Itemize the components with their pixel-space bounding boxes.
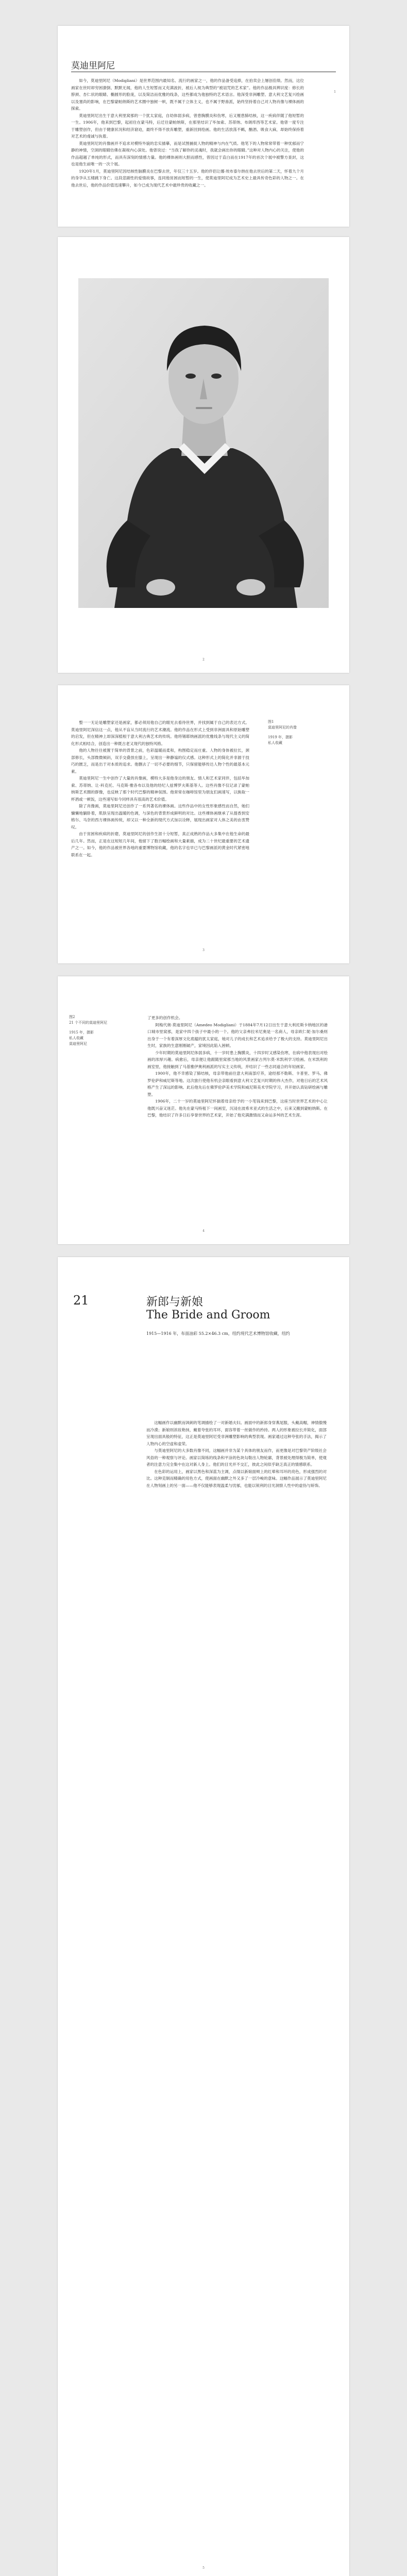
paragraph: 了更多的创作机会。 — [147, 1015, 183, 1020]
book-page-5 — [58, 1257, 349, 2576]
main-text — [71, 719, 249, 858]
paragraph: 他的人物往往被置于简单的背景之前，色彩温暖而柔和，构图稳定而庄重。人物的身体被拉长，颈部修长，头部微微倾斜，双手交叠放在膝上，呈现出一种静谧的仪式感。这种形式上的简化并非源于技巧的匮乏，而是出于对本质的追求。他删去了一切不必要的细节，只保留能够传达人物个性的最基本元素。 — [71, 748, 249, 774]
book-page-2 — [58, 237, 349, 673]
caption-collection: 私人收藏 — [268, 741, 282, 745]
book-page-3 — [58, 685, 349, 963]
paragraph: 阿梅代奥·莫迪里阿尼（Amedeo Modigliani）于1884年7月12日出生于意大利托斯卡纳地区的港口城市里窝那，是家中四个孩子中最小的一个。他的父亲弗拉米尼奥是一名商人，母亲欧仁妮·加尔桑则出身于一个有着深厚文化底蕴的犹太家庭，她对儿子的成长和艺术追求给予了极大的支持。莫迪里阿尼出生时，家族的生意刚刚破产，家境因此陷入困顿。 — [147, 1022, 328, 1048]
chapter-title: 莫迪里阿尼 — [71, 61, 115, 71]
page-number: 3 — [202, 948, 205, 952]
portrait-photo-image — [78, 278, 329, 608]
plate-number: 21 — [73, 1293, 89, 1308]
paragraph: 莫迪里阿尼出生于意大利里窝那的一个犹太家庭，自幼体弱多病，曾患胸膜炎和伤寒，后又罹患肺结核，这一疾病伴随了他短暂的一生。1906年，他来到巴黎，起初住在蒙马特，后迁往蒙帕纳斯，在那里结识了毕加索、苏蒂纳、布朗库西等艺术家。他曾一度专注于雕塑创作，但由于健康状况和经济窘迫，最终不得不放弃雕塑，重新回到绘画。他的生活放荡不羁，酗酒、吸食大麻，却始终保持着对艺术的虔诚与执着。 — [71, 113, 304, 139]
caption-artist: 莫迪里阿尼 — [69, 1042, 87, 1046]
main-text — [147, 1014, 328, 1119]
page-number: 4 — [202, 1229, 205, 1233]
caption-collection: 私人收藏 — [69, 1036, 83, 1040]
plate-commentary — [146, 1419, 327, 1489]
paragraph: 除了肖像画，莫迪里阿尼还创作了一系列著名的裸体画。这些作品中的女性形象感性而自然，她们慵懒地躺卧着，肌肤呈现出温暖的色调，与深色的背景形成鲜明的对比。这些裸体画继承了从提香到安格尔、马奈的西方裸体画传统，却又以一种全新的现代方式加以诠释，展现出画家对人体之美的由衷赞叹。 — [71, 804, 249, 829]
paragraph: 整一一无论是雕塑家还是画家，都必须用他自己的眼光去看待世界，并找到属于自己的表达方式。莫迪里阿尼深信这一点，他从不盲从当时流行的艺术潮流。他的作品在形式上受到非洲面具和原始雕塑的启发，但在精神上却深深植根于意大利古典艺术的传统。他将锡耶纳画派的优雅线条与现代主义的简化形式相结合，创造出一种既古老又现代的独特风格。 — [71, 720, 249, 746]
caption-figure-number: 图2 — [69, 1015, 75, 1019]
paragraph: 如今，莫迪里阿尼（Modigliani）是世界范围内最知名、流行的画家之一，他的作品备受追捧，在拍卖会上屡创佳绩。然而，这位画家在世时却穷困潦倒、默默无闻，他的人生短暂而又充满波折，被后人视为典型的“被诅咒的艺术家”。他的作品极具辨识度：修长的脖颈、杏仁状的眼睛、椭圆形的脸庞，以及简洁而优雅的线条，这些都成为他独特的艺术语言。他深受非洲雕塑、意大利文艺复兴绘画以及塞尚的影响，在巴黎蒙帕纳斯的艺术圈中独树一帜，既不属于立体主义，也不属于野兽派，始终坚持着自己对人物肖像与裸体画的探索。 — [71, 78, 304, 111]
paragraph: 1906年，二十一岁的莫迪里阿尼怀揣着母亲给予的一小笔钱来到巴黎，这座当时世界艺术的中心让他既兴奋又迷茫。他先在蒙马特租下一间画室，沉浸在波希米亚式的生活之中，后来又搬到蒙帕纳斯。在巴黎，他结识了许多日后享誉世界的艺术家，开始了他充满激情而又命运多舛的艺术生涯。 — [147, 1099, 328, 1117]
figure-caption — [268, 719, 340, 746]
caption-title: 莫迪里阿尼的肖像 — [268, 725, 297, 730]
caption-title: 21 个不同的莫迪里阿尼 — [69, 1021, 108, 1025]
plate-info: 1915—1916 年，布面油彩 55.2×46.3 cm，纽约现代艺术博物馆收藏，纽约 — [146, 1331, 290, 1336]
paragraph: 莫迪里阿尼一生中创作了大量的肖像画，模特大多是他身边的朋友、情人和艺术家同伴，包括毕加索、苏蒂纳、让·科克托、马克斯·雅各布以及他的经纪人兹博罗夫斯基等人。这些肖像不仅记录了蒙帕纳斯艺术圈的群像，也反映了那个时代巴黎的精神氛围。他常常在咖啡馆里为朋友们画速写，以换取一杯酒或一顿饭，这些速写如今同样具有很高的艺术价值。 — [71, 776, 249, 802]
paragraph: 莫迪里阿尼的肖像画并不追求对模特外貌的忠实描摹，而是试图捕捉人物的精神与内在气质。他笔下的人物常常带着一种忧郁而宁静的神情，空洞的眼睛仿佛在凝视内心深处。他曾说过：“当我了解你的灵魂时，我就会画出你的眼睛。”这种对人物内心的关注，使他的作品超越了单纯的形式，而具有深刻的情感力量。他的裸体画则大胆而感性，曾因过于直白而在1917年的首次个展中被警方查封，这也是他生前唯一的一次个展。 — [71, 141, 304, 166]
figure-caption — [69, 1014, 136, 1047]
page-number: 5 — [202, 2566, 205, 2570]
paragraph: 少年时期的莫迪里阿尼体弱多病，十一岁时患上胸膜炎，十四岁时又感染伤寒，在病中他表现出对绘画的浓厚兴趣。病愈后，母亲便让他跟随里窝那当地的风景画家古列尔莫·米凯利学习绘画。在米凯利的画室里，他接触到了马基雅伊奥利画派的写实主义传统，并结识了一些志同道合的年轻画家。 — [147, 1050, 328, 1069]
caption-date: 1919 年，摄影 — [268, 735, 293, 739]
paragraph: 在色彩的运用上，画家以黑色和深蓝为主调，点缀以新娘面颊上的红晕和耳环的亮色，形成强烈的对比。这种克制而精确的用色方式，使画面在幽默之外又多了一层冷峻的意味。这幅作品展示了莫迪里阿尼在人物刻画上的另一面——他不仅能够表现温柔与忧郁，也能以锐利的目光洞察人性中的虚伪与矫饰。 — [146, 1469, 327, 1488]
plate-title-english: The Bride and Groom — [146, 1309, 270, 1321]
plate-title-chinese: 新郎与新娘 — [146, 1296, 204, 1309]
paragraph: 这幅画作以幽默而讽刺的笔调描绘了一对新婚夫妇。画面中的新郎身穿燕尾服，头戴高帽，神情傲慢而冷漠；新娘则浓妆艳抹，戴着夸张的耳环，面容带着一丝做作的矜持。两人的形象被拉长并简化，面部呈现出面具般的特征，这正是莫迪里阿尼受非洲雕塑影响的典型表现。画家通过这种夸张的手法，揭示了人物内心的空虚和虚荣。 — [146, 1420, 327, 1446]
caption-spacer — [69, 1026, 136, 1030]
page-number: 2 — [202, 658, 205, 662]
paragraph: 与莫迪里阿尼的大多数肖像不同，这幅画并非为某个具体的朋友而作，而更像是对巴黎资产阶级社会风俗的一种观察与评论。画家以简练的线条和平涂的色块勾勒出人物轮廓，背景被处理得极为简单，使观者的注意力完全集中在这对新人身上。他们的目光并不交汇，彼此之间似乎缺乏真正的情感联系。 — [146, 1448, 327, 1467]
book-page-4 — [58, 976, 349, 1244]
paragraph: 由于贫困和疾病的折磨，莫迪里阿尼的创作生涯十分短暂，真正成熟的作品大多集中在他生命的最后几年。然而，正是在这短短几年间，他留下了数百幅绘画和大量素描，成为二十世纪最重要的艺术遗产之一。如今，他的作品被世界各地的重要博物馆收藏，他的名字也早已与巴黎画派的黄金时代紧密地联系在一起。 — [71, 832, 249, 857]
paragraph: 1900年，他不幸感染了肺结核，母亲带他前往意大利南部疗养，途经那不勒斯、卡普里、罗马、佛罗伦萨和威尼斯等地。这次旅行使他有机会亲眼看到意大利文艺复兴时期的伟大杰作，对他日后的艺术风格产生了深远的影响。此后他先后在佛罗伦萨美术学院和威尼斯美术学院学习，并开始认真钻研绘画与雕塑。 — [147, 1071, 328, 1097]
caption-figure-number: 图1 — [268, 720, 274, 724]
book-page-1 — [58, 26, 349, 227]
caption-date: 1915 年，摄影 — [69, 1030, 94, 1035]
paragraph: 1920年1月，莫迪里阿尼因结核性脑膜炎在巴黎去世，年仅三十五岁。他的伴侣让娜·埃布泰尔纳在他去世后的第二天，怀着九个月的身孕从五楼跳下身亡。这段悲剧性的爱情故事，连同他贫困而短暂的一生，使莫迪里阿尼成为艺术史上最具传奇色彩的人物之一。在他去世后，他的作品价值迅速攀升，如今已成为现代艺术中最珍贵的收藏之一。 — [71, 168, 304, 188]
page-number: 1 — [334, 90, 336, 94]
modigliani-portrait-photo — [78, 278, 329, 608]
caption-spacer — [268, 731, 340, 735]
intro-text — [71, 77, 304, 189]
